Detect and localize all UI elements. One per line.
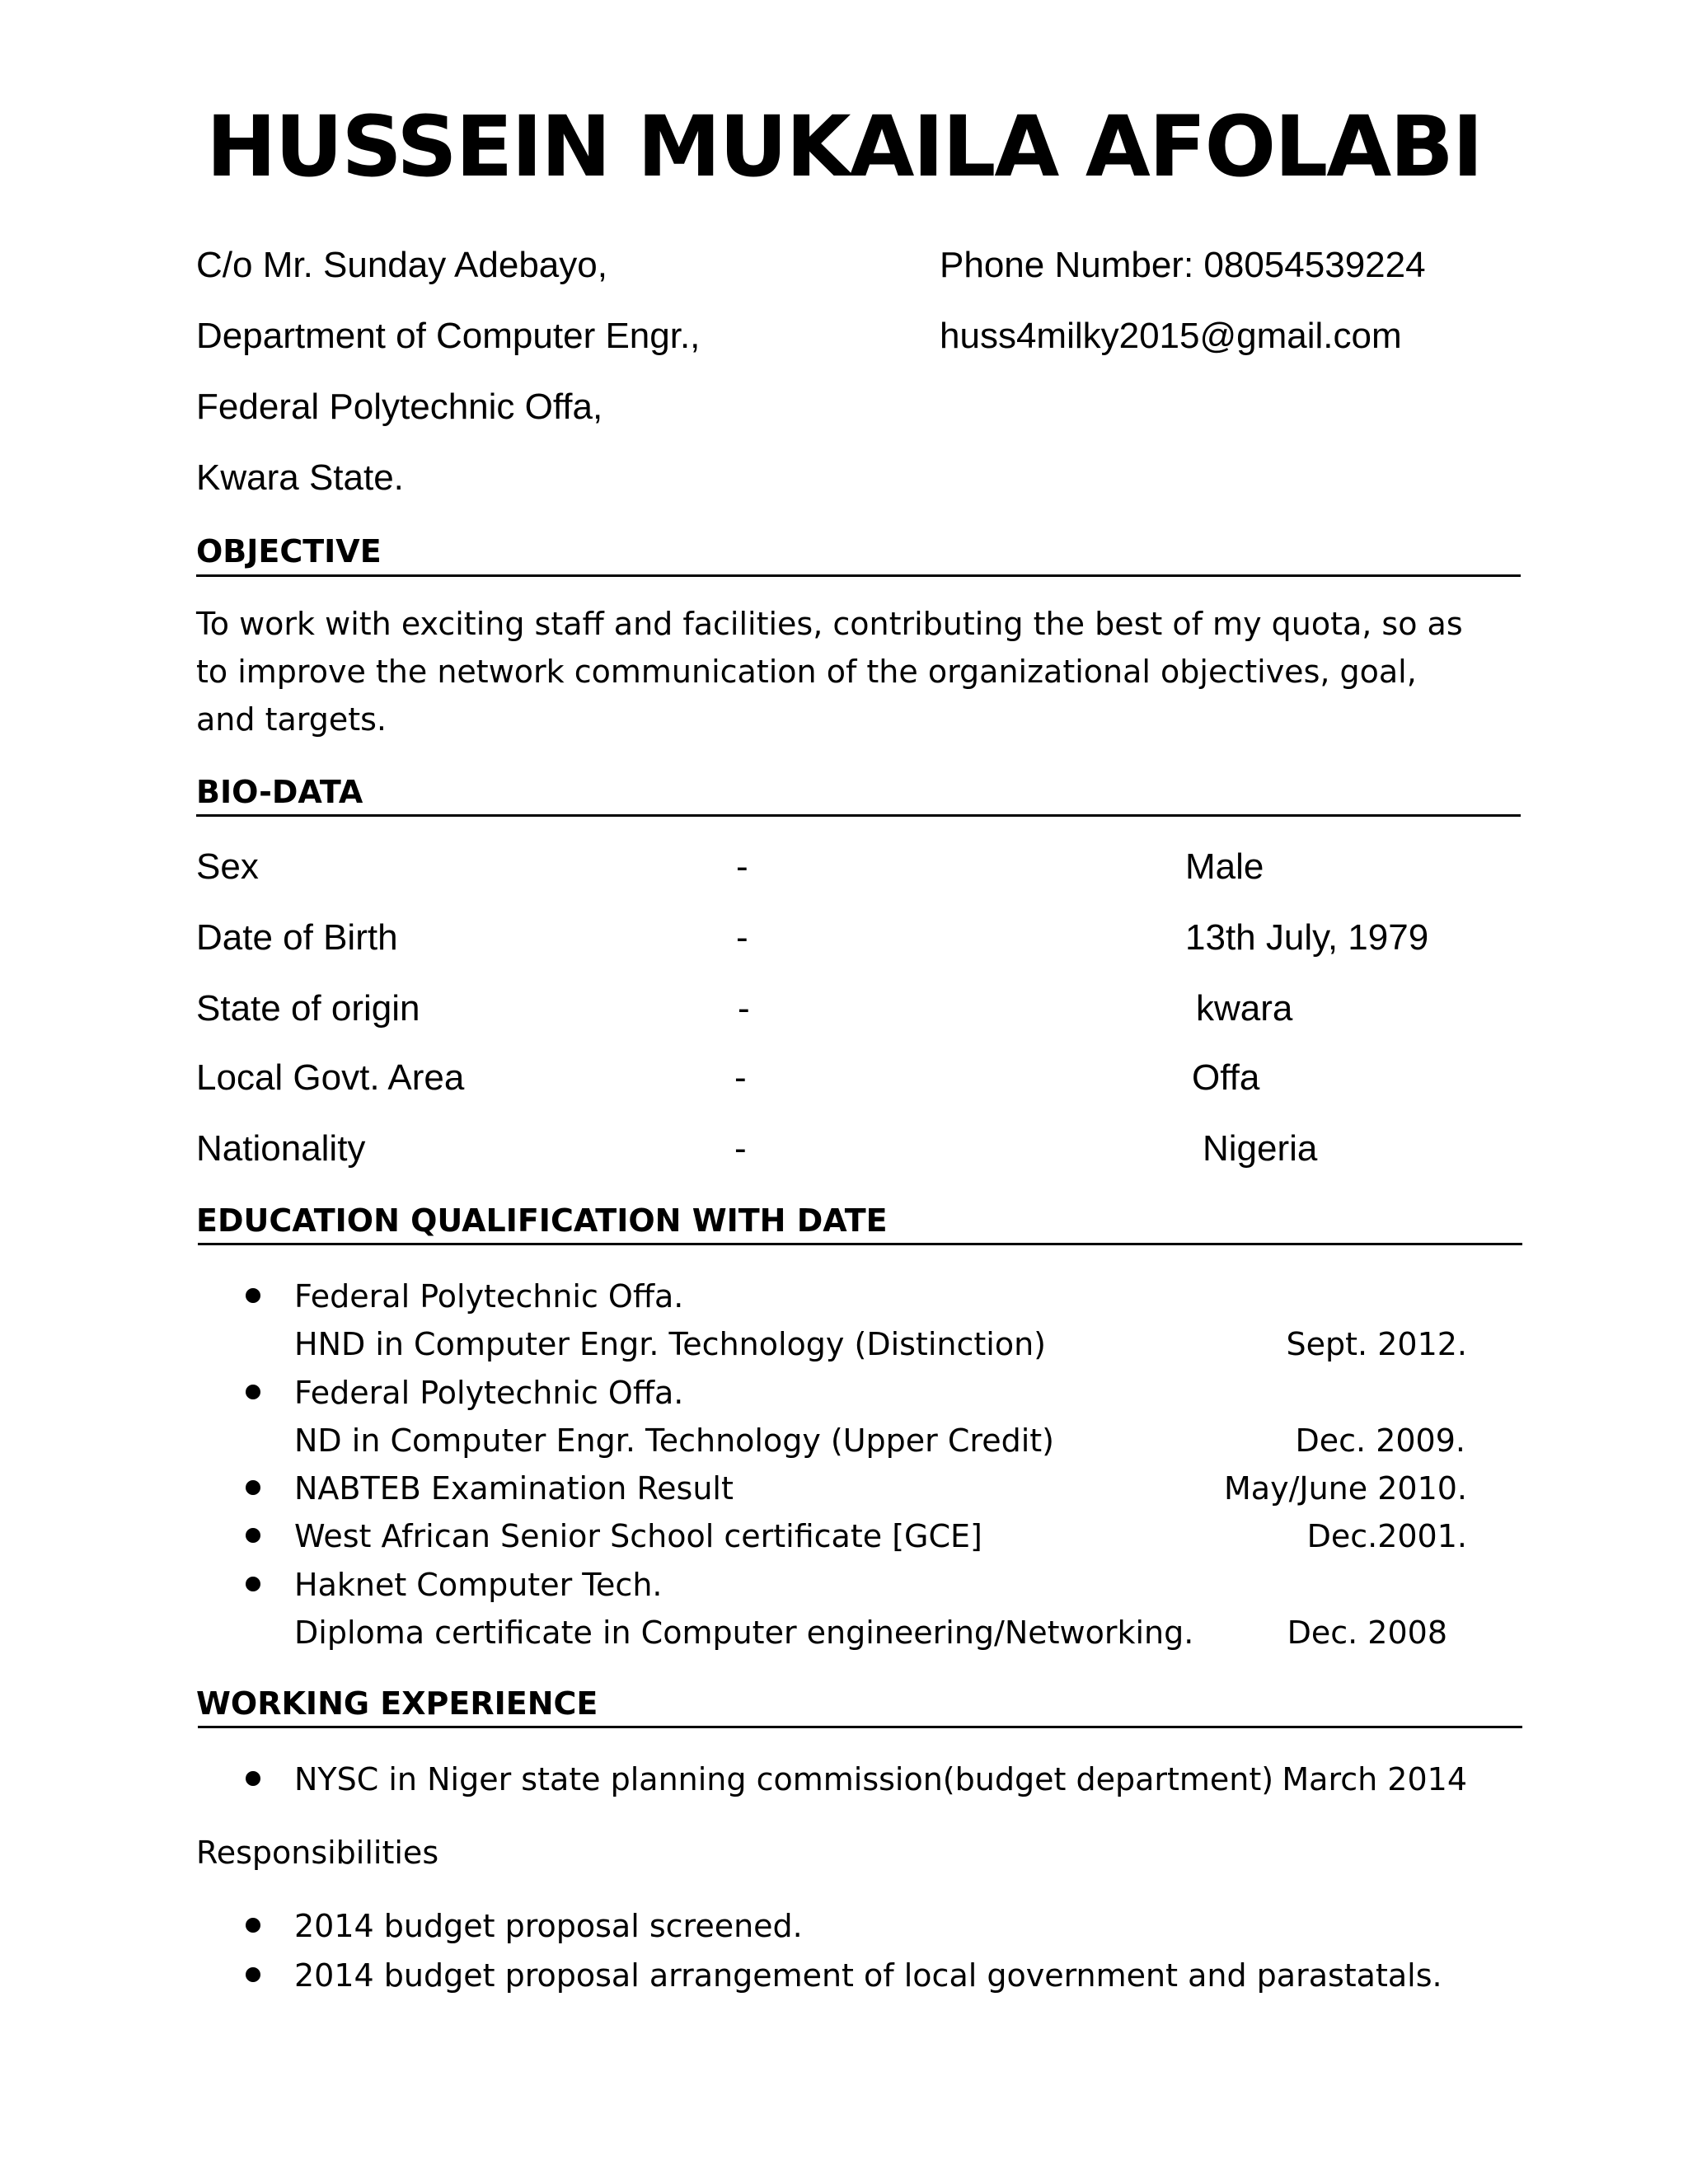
bullet-icon — [246, 1967, 260, 1982]
biodata-value: Nigeria — [1203, 1128, 1318, 1169]
section-heading-biodata: BIO-DATA — [196, 774, 363, 810]
section-heading-education: EDUCATION QUALIFICATION WITH DATE — [196, 1202, 888, 1239]
education-institution: Federal Polytechnic Offa. — [294, 1375, 684, 1411]
biodata-label: State of origin — [196, 988, 420, 1029]
email-address: huss4milky2015@gmail.com — [940, 316, 1402, 356]
education-date: May/June 2010. — [1224, 1470, 1467, 1507]
biodata-label: Date of Birth — [196, 917, 398, 958]
education-institution: Federal Polytechnic Offa. — [294, 1278, 684, 1315]
biodata-separator: - — [738, 988, 750, 1029]
objective-text-line: to improve the network communication of the organizational objectives, goal, — [196, 654, 1417, 690]
applicant-name: HUSSEIN MUKAILA AFOLABI — [206, 98, 1482, 196]
address-line: C/o Mr. Sunday Adebayo, — [196, 245, 607, 285]
education-date: Dec.2001. — [1306, 1518, 1467, 1554]
section-divider — [198, 1726, 1522, 1728]
section-divider — [196, 574, 1521, 577]
biodata-value: Offa — [1192, 1057, 1260, 1098]
education-qualification: HND in Computer Engr. Technology (Distinction) — [294, 1326, 1046, 1362]
education-qualification: ND in Computer Engr. Technology (Upper Credit) — [294, 1422, 1054, 1459]
bullet-icon — [246, 1918, 260, 1933]
section-heading-objective: OBJECTIVE — [196, 533, 382, 569]
biodata-value: Male — [1185, 846, 1264, 887]
biodata-label: Local Govt. Area — [196, 1057, 465, 1098]
bullet-icon — [246, 1480, 260, 1495]
address-line: Federal Polytechnic Offa, — [196, 387, 603, 427]
section-divider — [196, 814, 1521, 817]
biodata-separator: - — [736, 917, 748, 958]
biodata-value: 13th July, 1979 — [1185, 917, 1429, 958]
biodata-separator: - — [736, 846, 748, 887]
address-line: Kwara State. — [196, 457, 404, 498]
responsibilities-label: Responsibilities — [196, 1835, 439, 1871]
education-institution: NABTEB Examination Result — [294, 1470, 734, 1507]
biodata-value: kwara — [1196, 988, 1293, 1029]
address-line: Department of Computer Engr., — [196, 316, 701, 356]
education-institution: Haknet Computer Tech. — [294, 1567, 663, 1603]
bullet-icon — [246, 1528, 260, 1543]
education-date: Sept. 2012. — [1286, 1326, 1467, 1362]
bullet-icon — [246, 1771, 260, 1786]
biodata-label: Nationality — [196, 1128, 366, 1169]
responsibility-text: 2014 budget proposal screened. — [294, 1908, 803, 1944]
biodata-separator: - — [734, 1128, 747, 1169]
education-date: Dec. 2008 — [1287, 1615, 1447, 1651]
responsibility-text: 2014 budget proposal arrangement of local government and parastatals. — [294, 1957, 1442, 1994]
experience-role: NYSC in Niger state planning commission(budget department) — [294, 1761, 1274, 1797]
experience-date: March 2014 — [1282, 1761, 1467, 1797]
education-qualification: Diploma certificate in Computer engineering/Networking. — [294, 1615, 1194, 1651]
objective-text-line: and targets. — [196, 701, 387, 738]
section-divider — [198, 1243, 1522, 1245]
education-institution: West African Senior School certificate [GCE] — [294, 1518, 982, 1554]
education-date: Dec. 2009. — [1295, 1422, 1465, 1459]
section-heading-experience: WORKING EXPERIENCE — [196, 1685, 598, 1722]
bullet-icon — [246, 1288, 260, 1303]
bullet-icon — [246, 1577, 260, 1591]
biodata-separator: - — [734, 1057, 747, 1098]
phone-number: Phone Number: 08054539224 — [940, 245, 1426, 285]
bullet-icon — [246, 1385, 260, 1399]
biodata-label: Sex — [196, 846, 259, 887]
objective-text-line: To work with exciting staff and facilities, contributing the best of my quota, so as — [196, 606, 1463, 642]
